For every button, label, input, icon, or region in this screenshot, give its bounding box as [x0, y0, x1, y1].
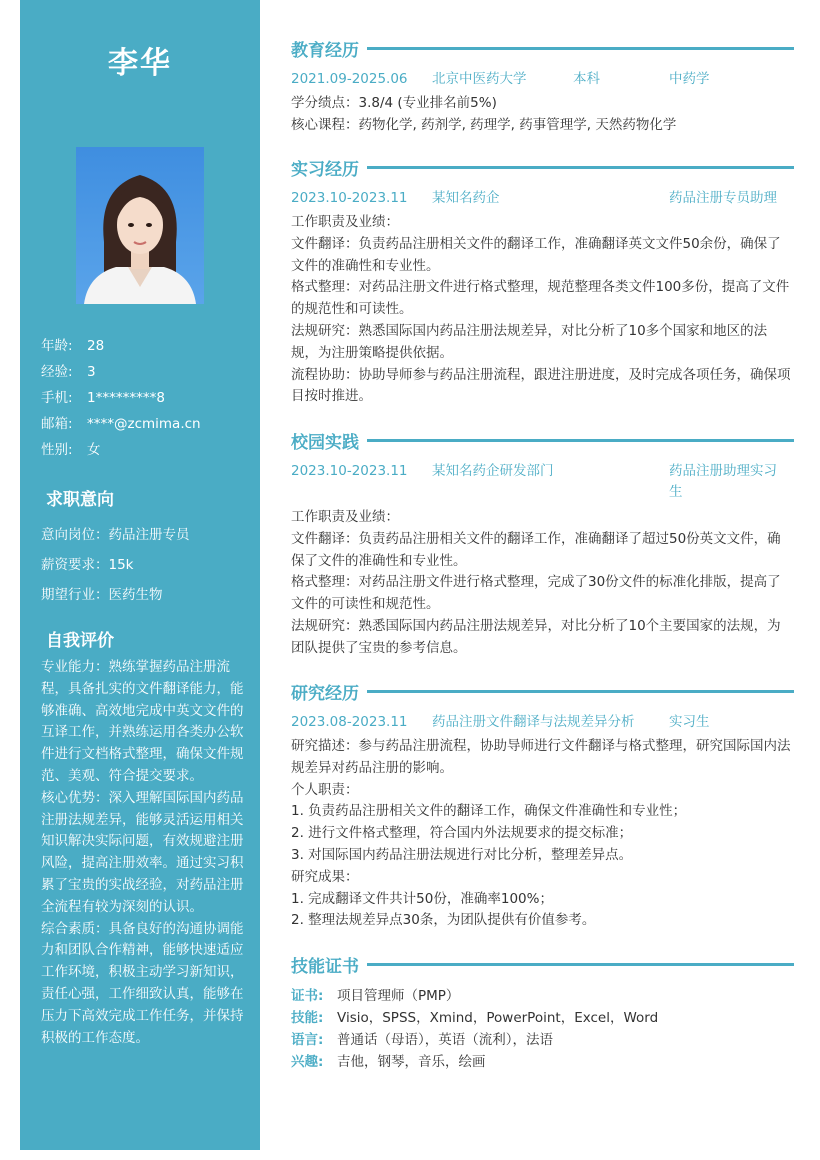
job-intent-heading: 求职意向: [46, 490, 114, 510]
education-heading: [291, 35, 794, 61]
info-value: 28: [87, 338, 105, 354]
internship-details: [291, 212, 794, 408]
skill-key: 兴趣:: [291, 1054, 324, 1070]
skills-heading: [291, 951, 794, 977]
internship-org: 某知名药企: [432, 190, 500, 206]
skill-value: 吉他，钢琴，音乐，绘画: [337, 1054, 486, 1070]
internship-meta: [291, 188, 794, 209]
research-line: 研究成果：: [291, 868, 359, 885]
intent-industry: 期望行业：医药生物: [41, 587, 163, 603]
education-meta: [291, 69, 794, 90]
education-degree: 本科: [573, 71, 600, 87]
skill-row-language: [291, 1029, 794, 1051]
research-line: 2. 进行文件格式整理，符合国内外法规要求的提交标准；: [291, 825, 633, 842]
internship-line: 工作职责及业绩：: [291, 214, 399, 230]
internship-heading: [291, 154, 794, 180]
internship-role: 药品注册专员助理: [669, 190, 777, 206]
skill-row-hobby: [291, 1051, 794, 1073]
campus-line: 法规研究：熟悉国际国内药品注册法规差异，对比分析了10个主要国家的法规，为团队提供了宝贵的参考信息。: [291, 617, 781, 656]
internship-period: 2023.10-2023.11: [291, 190, 408, 206]
self-evaluation-heading: 自我评价: [46, 631, 114, 651]
section-rule: [367, 166, 794, 169]
info-label: 经验:: [41, 364, 73, 380]
campus-org: 某知名药企研发部门: [432, 463, 554, 479]
skill-value: 普通话（母语），英语（流利），法语: [337, 1032, 553, 1048]
section-title: 校园实践: [291, 432, 359, 453]
section-title: 教育经历: [291, 40, 359, 61]
section-title: 实习经历: [291, 159, 359, 180]
research-details: [291, 736, 794, 932]
section-rule: [367, 963, 794, 966]
info-value: 女: [87, 442, 101, 458]
sidebar: [20, 0, 260, 1150]
info-experience: [41, 359, 251, 385]
job-intent: [41, 520, 251, 610]
skill-value: Visio，SPSS，Xmind，PowerPoint，Excel，Word: [337, 1010, 659, 1026]
campus-heading: [291, 427, 794, 453]
self-eval-paragraph: 专业能力：熟练掌握药品注册流程，具备扎实的文件翻译能力，能够准确、高效地完成中英文文件的互译工作，并熟练运用各类办公软件进行文档格式整理，确保文件规范、美观、符合提交要求。: [41, 659, 244, 784]
skill-value: 项目管理师（PMP）: [337, 988, 460, 1004]
info-age: [41, 333, 251, 359]
research-line: 个人职责：: [291, 781, 359, 798]
research-line: 1. 完成翻译文件共计50份，准确率100%；: [291, 890, 553, 907]
campus-line: 文件翻译：负责药品注册相关文件的翻译工作，准确翻译了超过50份英文文件，确保了文件的准确性和专业性。: [291, 530, 781, 569]
skill-key: 语言:: [291, 1032, 324, 1048]
self-evaluation: [41, 657, 247, 1049]
campus-details: [291, 507, 794, 660]
skill-key: 技能:: [291, 1010, 324, 1026]
intent-salary: 薪资要求：15k: [41, 557, 134, 573]
education-details: [291, 93, 794, 137]
research-line: 1. 负责药品注册相关文件的翻译工作，确保文件准确性和专业性；: [291, 803, 687, 820]
education-line: 核心课程：药物化学, 药剂学, 药理学, 药事管理学, 天然药物化学: [291, 116, 677, 133]
basic-info: [41, 333, 251, 463]
section-title: 研究经历: [291, 683, 359, 704]
self-eval-paragraph: 综合素质：具备良好的沟通协调能力和团队合作精神，能够快速适应工作环境，积极主动学习新知识，责任心强，工作细致认真，能够在压力下高效完成工作任务，并保持积极的工作态度。: [41, 920, 244, 1046]
internship-line: 流程协助：协助导师参与药品注册流程，跟进注册进度，及时完成各项任务，确保项目按时推进。: [291, 366, 791, 405]
internship-line: 格式整理：对药品注册文件进行格式整理，规范整理各类文件100多份，提高了文件的规范性和可读性。: [291, 279, 790, 318]
research-line: 2. 整理法规差异点30条，为团队提供有价值参考。: [291, 912, 596, 929]
info-value: 3: [87, 364, 96, 380]
campus-line: 工作职责及业绩：: [291, 509, 399, 525]
info-value: ****@zcmima.cn: [87, 416, 201, 432]
portrait-illustration: [76, 147, 204, 304]
section-rule: [367, 439, 794, 442]
campus-meta: [291, 461, 794, 503]
campus-role: 药品注册助理实习生: [669, 463, 777, 500]
research-period: 2023.08-2023.11: [291, 714, 408, 730]
info-email: [41, 411, 251, 437]
research-line: 研究描述：参与药品注册流程，协助导师进行文件翻译与格式整理，研究国际国内法规差异对药品注册的影响。: [291, 738, 791, 776]
self-eval-paragraph: 核心优势：深入理解国际国内药品注册法规差异，能够灵活运用相关知识解决实际问题，有效规避注册风险，提高注册效率。通过实习积累了宝贵的实战经验，对药品注册全流程有较为深刻的认识。: [41, 789, 244, 915]
campus-line: 格式整理：对药品注册文件进行格式整理，完成了30份文件的标准化排版，提高了文件的可读性和规范性。: [291, 574, 781, 613]
info-label: 手机:: [41, 390, 73, 406]
skill-key: 证书:: [291, 988, 324, 1004]
education-line: 学分绩点：3.8/4 (专业排名前5%): [291, 95, 497, 111]
skill-row-skills: [291, 1007, 794, 1029]
campus-period: 2023.10-2023.11: [291, 463, 408, 479]
research-line: 3. 对国际国内药品注册法规进行对比分析，整理差异点。: [291, 846, 633, 863]
education-period: 2021.09-2025.06: [291, 71, 408, 87]
profile-photo: [76, 147, 204, 304]
candidate-name: 李华: [108, 46, 172, 81]
info-label: 邮箱:: [41, 416, 73, 432]
research-meta: [291, 712, 794, 733]
research-project: 药品注册文件翻译与法规差异分析: [432, 714, 635, 730]
skill-row-certificate: [291, 985, 794, 1007]
education-major: 中药学: [669, 71, 710, 87]
section-title: 技能证书: [291, 956, 359, 977]
section-rule: [367, 690, 794, 693]
skills-list: [291, 985, 794, 1073]
info-label: 年龄:: [41, 338, 73, 354]
intent-position: 意向岗位：药品注册专员: [41, 527, 190, 543]
internship-line: 文件翻译：负责药品注册相关文件的翻译工作，准确翻译英文文件50余份，确保了文件的准确性和专业性。: [291, 235, 781, 274]
info-label: 性别:: [41, 442, 73, 458]
info-gender: [41, 437, 251, 463]
education-school: 北京中医药大学: [432, 71, 527, 87]
research-heading: [291, 678, 794, 704]
internship-line: 法规研究：熟悉国际国内药品注册法规差异，对比分析了10多个国家和地区的法规，为注册策略提供依据。: [291, 322, 768, 361]
section-rule: [367, 47, 794, 50]
info-value: 1*********8: [87, 390, 165, 406]
info-phone: [41, 385, 251, 411]
research-role: 实习生: [669, 714, 710, 730]
